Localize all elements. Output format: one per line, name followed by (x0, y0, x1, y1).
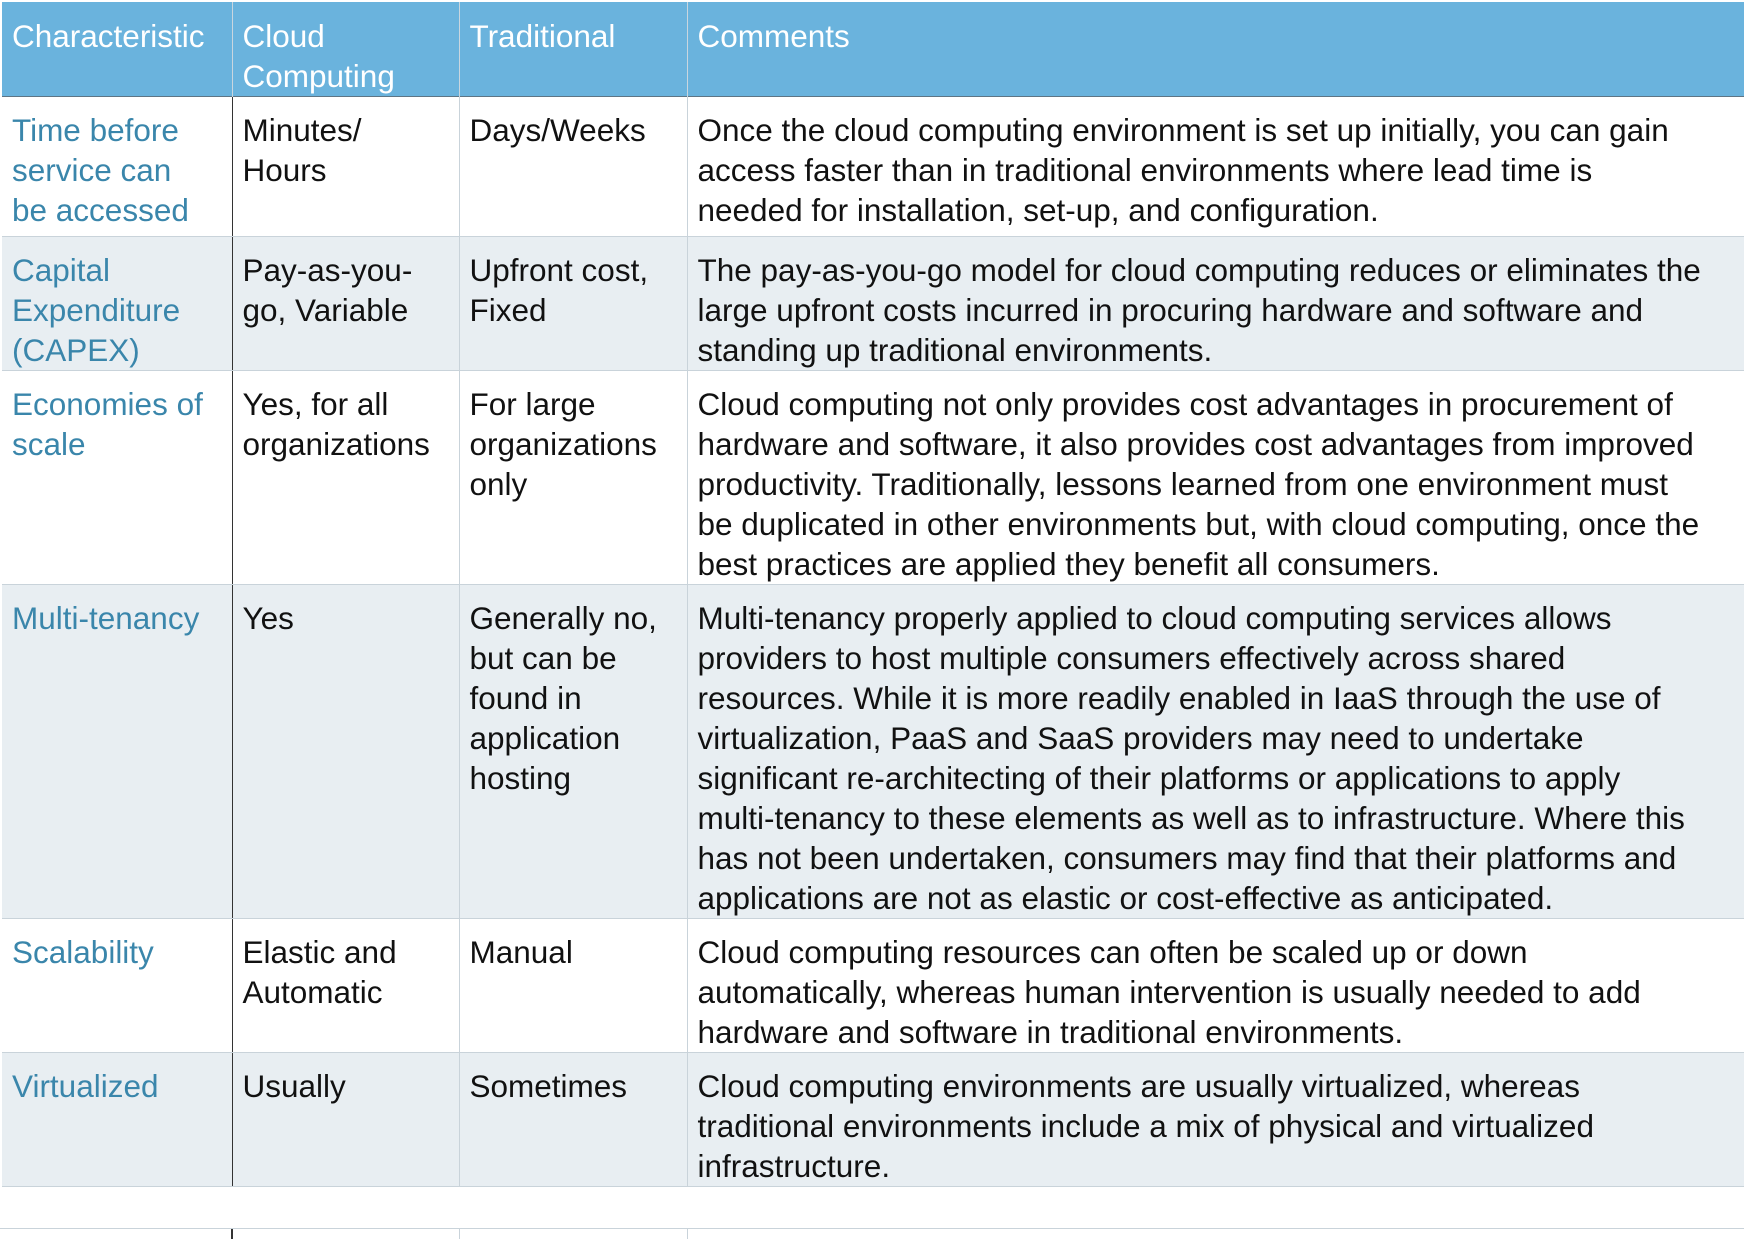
header-characteristic-label: Characteristic (12, 18, 205, 54)
cell-line: infrastructure. (697, 1148, 891, 1184)
cell-line: Cloud computing resources can often be scaled up or down (697, 934, 1528, 970)
cell-characteristic (2, 237, 232, 371)
cell-line: Multi-tenancy (12, 600, 200, 636)
cell-characteristic (2, 585, 232, 919)
next-row-edge (0, 1228, 1744, 1239)
cell-line: go, Variable (242, 292, 409, 328)
cell-line: scale (12, 426, 86, 462)
cell-line: Pay-as-you- (242, 252, 413, 288)
cell-cloud-computing (232, 1053, 459, 1187)
cell-line: organizations (469, 426, 657, 462)
cell-line: Yes, for all (242, 386, 389, 422)
cell-line: Minutes/ (242, 112, 362, 148)
header-row (2, 2, 1744, 97)
cell-characteristic (2, 97, 232, 237)
cell-line: Cloud computing not only provides cost advantages in procurement of (697, 386, 1673, 422)
cell-line: Multi-tenancy properly applied to cloud computing services allows (697, 600, 1612, 636)
cell-line: hosting (469, 760, 572, 796)
cell-line: needed for installation, set-up, and configuration. (697, 192, 1379, 228)
cell-line: Yes (242, 600, 294, 636)
cell-line: resources. While it is more readily enabled in IaaS through the use of (697, 680, 1661, 716)
comparison-table (2, 2, 1744, 1187)
header-characteristic (2, 2, 232, 97)
cell-line: hardware and software, it also provides cost advantages from improved (697, 426, 1694, 462)
header-comments-label: Comments (697, 18, 850, 54)
cell-comments (687, 237, 1744, 371)
table-row (2, 1053, 1744, 1187)
cell-line: Once the cloud computing environment is set up initially, you can gain (697, 112, 1669, 148)
cell-cloud-computing (232, 585, 459, 919)
cell-line: standing up traditional environments. (697, 332, 1213, 368)
cell-comments (687, 919, 1744, 1053)
header-traditional (459, 2, 687, 97)
cell-line: Manual (469, 934, 573, 970)
cell-line: only (469, 466, 528, 502)
cell-comments (687, 1053, 1744, 1187)
cell-line: Elastic and (242, 934, 397, 970)
cell-traditional (459, 1053, 687, 1187)
table-row (2, 237, 1744, 371)
cell-cloud-computing (232, 237, 459, 371)
cell-line: significant re-architecting of their platforms or applications to apply (697, 760, 1621, 796)
header-traditional-label: Traditional (469, 18, 616, 54)
cell-comments (687, 97, 1744, 237)
cell-line: access faster than in traditional environments where lead time is (697, 152, 1593, 188)
cell-comments (687, 585, 1744, 919)
cell-line: application (469, 720, 621, 756)
cell-line: hardware and software in traditional environments. (697, 1014, 1404, 1050)
cell-line: automatically, whereas human intervention is usually needed to add (697, 974, 1641, 1010)
cell-line: found in (469, 680, 582, 716)
cell-line: Fixed (469, 292, 547, 328)
header-cloud-label: Cloud Computing (242, 18, 395, 94)
cell-line: Automatic (242, 974, 383, 1010)
cell-line: Upfront cost, (469, 252, 649, 288)
header-cloud-computing (232, 2, 459, 97)
cell-line: be duplicated in other environments but, with cloud computing, once the (697, 506, 1700, 542)
cell-line: has not been undertaken, consumers may find that their platforms and (697, 840, 1677, 876)
cell-cloud-computing (232, 97, 459, 237)
cell-line: For large (469, 386, 596, 422)
cell-cloud-computing (232, 371, 459, 585)
table-row (2, 97, 1744, 237)
cell-characteristic (2, 371, 232, 585)
cell-line: service can (12, 152, 172, 188)
cell-line: Economies of (12, 386, 203, 422)
cell-line: Scalability (12, 934, 154, 970)
cell-line: multi-tenancy to these elements as well as to infrastructure. Where this (697, 800, 1685, 836)
table-row (2, 371, 1744, 585)
cell-line: but can be (469, 640, 617, 676)
cell-line: (CAPEX) (12, 332, 140, 368)
cell-line: Generally no, (469, 600, 657, 636)
cell-line: Expenditure (12, 292, 181, 328)
cell-traditional (459, 97, 687, 237)
cell-line: Capital (12, 252, 111, 288)
cell-line: organizations (242, 426, 430, 462)
cell-traditional (459, 585, 687, 919)
cell-line: Usually (242, 1068, 346, 1104)
cell-cloud-computing (232, 919, 459, 1053)
cell-line: virtualization, PaaS and SaaS providers may need to undertake (697, 720, 1584, 756)
table-row (2, 919, 1744, 1053)
cell-traditional (459, 371, 687, 585)
cell-line: Time before (12, 112, 179, 148)
cell-traditional (459, 237, 687, 371)
cell-line: Virtualized (12, 1068, 159, 1104)
header-comments (687, 2, 1744, 97)
cell-line: be accessed (12, 192, 189, 228)
cell-line: productivity. Traditionally, lessons learned from one environment must (697, 466, 1669, 502)
cell-line: The pay-as-you-go model for cloud computing reduces or eliminates the (697, 252, 1701, 288)
cell-comments (687, 371, 1744, 585)
cell-line: providers to host multiple consumers effectively across shared (697, 640, 1566, 676)
cell-line: Hours (242, 152, 327, 188)
table-row (2, 585, 1744, 919)
cell-characteristic (2, 1053, 232, 1187)
cell-line: Days/Weeks (469, 112, 646, 148)
cell-line: traditional environments include a mix of physical and virtualized (697, 1108, 1594, 1144)
cell-line: Cloud computing environments are usually virtualized, whereas (697, 1068, 1580, 1104)
cell-line: large upfront costs incurred in procuring hardware and software and (697, 292, 1644, 328)
cell-line: applications are not as elastic or cost-effective as anticipated. (697, 880, 1554, 916)
cell-line: best practices are applied they benefit all consumers. (697, 546, 1440, 582)
cell-traditional (459, 919, 687, 1053)
cell-line: Sometimes (469, 1068, 628, 1104)
cell-characteristic (2, 919, 232, 1053)
